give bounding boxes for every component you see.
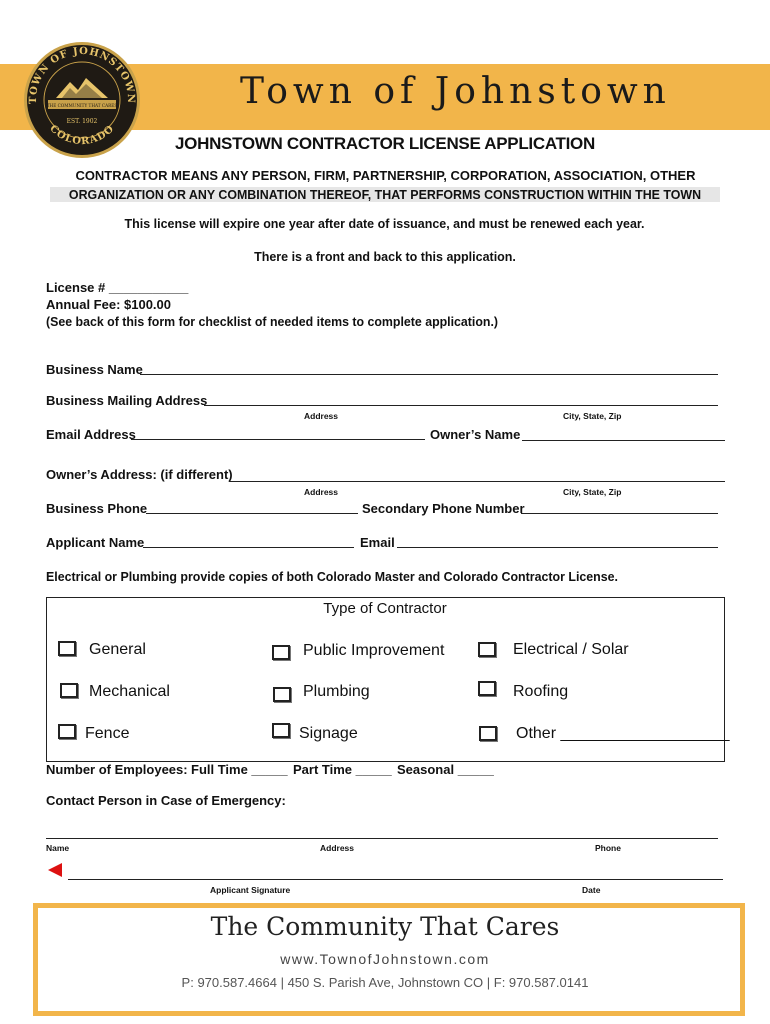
checkbox-plumbing-label: Plumbing: [303, 683, 370, 700]
secondary-phone-field[interactable]: [521, 513, 718, 514]
checkbox-general[interactable]: [58, 641, 76, 656]
business-mailing-address-label: Business Mailing Address: [46, 393, 208, 408]
contractor-definition-line-1: CONTRACTOR MEANS ANY PERSON, FIRM, PARTNERSHIP, CORPORATION, ASSOCIATION, OTHER: [74, 168, 695, 183]
checkbox-plumbing[interactable]: [273, 687, 291, 702]
license-number-label: License # ___________: [46, 280, 189, 295]
svg-text:COLORADO: COLORADO: [47, 123, 117, 148]
applicant-name-label: Applicant Name: [46, 535, 145, 550]
checkbox-mechanical[interactable]: [60, 683, 78, 698]
emergency-contact-field[interactable]: [46, 838, 718, 839]
contractor-definition-text: ORGANIZATION OR ANY COMBINATION THEREOF, THAT PERFORMS CONSTRUCTION WITHIN THE TOWN: [50, 187, 720, 202]
checkbox-mechanical-label: Mechanical: [89, 683, 170, 700]
business-mailing-address-field[interactable]: [204, 405, 718, 406]
checkbox-public-improvement[interactable]: [272, 645, 290, 660]
checkbox-public-improvement-label: Public Improvement: [303, 642, 445, 659]
applicant-email-field[interactable]: [397, 547, 718, 548]
business-phone-label: Business Phone: [46, 501, 148, 516]
address-caption: Address: [304, 411, 339, 421]
full-time-field[interactable]: Full Time _____: [191, 762, 288, 777]
checkbox-signage[interactable]: [272, 723, 290, 738]
contractor-definition-line-2: [0, 187, 770, 202]
emergency-phone-caption: Phone: [595, 843, 621, 853]
owners-address-label: Owner’s Address: (if different): [46, 467, 233, 482]
footer-website: www.TownofJohnstown.com: [280, 951, 490, 967]
emergency-contact-label: Contact Person in Case of Emergency:: [46, 793, 286, 808]
svg-text:TOWN OF JOHNSTOWN: TOWN OF JOHNSTOWN: [27, 45, 137, 105]
checkbox-other[interactable]: [479, 726, 497, 741]
checkbox-fence[interactable]: [58, 724, 76, 739]
annual-fee: Annual Fee: $100.00: [46, 297, 171, 312]
business-name-label: Business Name: [46, 362, 143, 377]
emergency-name-caption: Name: [46, 843, 70, 853]
checkbox-fence-label: Fence: [85, 725, 130, 742]
business-phone-field[interactable]: [146, 513, 358, 514]
checkbox-roofing[interactable]: [478, 681, 496, 696]
owners-city-state-zip-caption: City, State, Zip: [563, 487, 622, 497]
seasonal-field[interactable]: Seasonal _____: [397, 762, 494, 777]
business-name-field[interactable]: [140, 374, 718, 375]
secondary-phone-label: Secondary Phone Number: [362, 501, 525, 516]
applicant-name-field[interactable]: [143, 547, 354, 548]
svg-text:EST. 1902: EST. 1902: [66, 118, 98, 125]
checkbox-electrical-solar[interactable]: [478, 642, 496, 657]
footer-slogan: The Community That Cares: [210, 912, 560, 941]
owners-address-field[interactable]: [229, 481, 725, 482]
email-address-label: Email Address: [46, 427, 136, 442]
checkbox-electrical-solar-label: Electrical / Solar: [513, 641, 629, 658]
part-time-field[interactable]: Part Time _____: [293, 762, 392, 777]
checkbox-general-label: General: [89, 641, 146, 658]
owners-name-label: Owner’s Name: [430, 427, 521, 442]
owners-address-caption: Address: [304, 487, 339, 497]
applicant-signature-field[interactable]: [68, 879, 723, 880]
emergency-address-caption: Address: [320, 843, 355, 853]
sign-here-arrow-icon: [48, 863, 62, 877]
front-back-note: There is a front and back to this application.: [254, 250, 516, 264]
owners-name-field[interactable]: [522, 440, 725, 441]
application-title: JOHNSTOWN CONTRACTOR LICENSE APPLICATION: [175, 134, 595, 153]
contractor-type-title: Type of Contractor: [323, 600, 447, 617]
applicant-signature-caption: Applicant Signature: [210, 885, 291, 895]
city-state-zip-caption: City, State, Zip: [563, 411, 622, 421]
svg-text:THE COMMUNITY THAT CARES: THE COMMUNITY THAT CARES: [46, 103, 118, 108]
checklist-note: (See back of this form for checklist of needed items to complete application.): [46, 314, 498, 329]
town-title: Town of Johnstown: [240, 71, 671, 112]
applicant-email-label: Email: [360, 535, 395, 550]
expiry-note: This license will expire one year after date of issuance, and must be renewed each year.: [124, 217, 645, 231]
email-address-field[interactable]: [131, 439, 425, 440]
footer-contact: P: 970.587.4664 | 450 S. Parish Ave, Johnstown CO | F: 970.587.0141: [181, 975, 589, 990]
license-copies-note: Electrical or Plumbing provide copies of both Colorado Master and Colorado Contractor License.: [46, 569, 618, 584]
checkbox-roofing-label: Roofing: [513, 683, 569, 700]
checkbox-signage-label: Signage: [299, 725, 358, 742]
checkbox-other-label: Other ___________________: [516, 725, 730, 742]
employees-label: Number of Employees:: [46, 762, 188, 777]
signature-date-caption: Date: [582, 885, 601, 895]
